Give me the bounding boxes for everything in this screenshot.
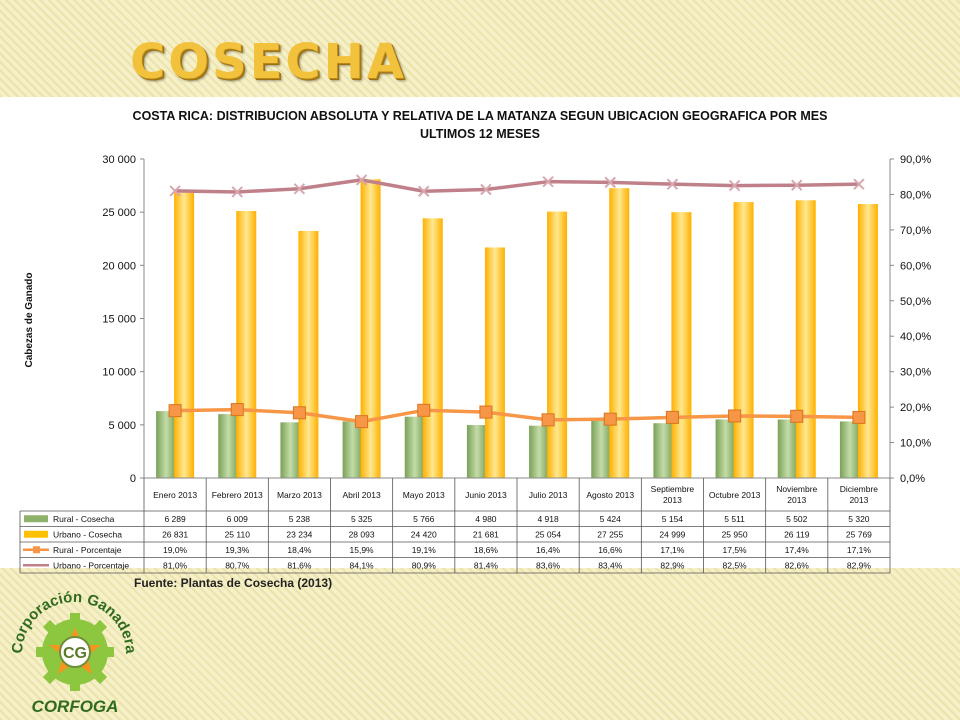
y-tick-label: 30 000 — [102, 154, 136, 166]
bar-rural-cosecha — [716, 419, 736, 478]
y2-tick-label: 10,0% — [900, 437, 932, 450]
table-header-cell: Junio 2013 — [465, 490, 507, 500]
table-cell: 17,1% — [660, 544, 685, 555]
bar-urbano-cosecha — [671, 212, 691, 478]
table-cell: 19,1% — [411, 544, 436, 555]
y2-tick-label: 60,0% — [900, 260, 932, 273]
source-note: Fuente: Plantas de Cosecha (2013) — [134, 576, 333, 590]
y-tick-label: 5 000 — [108, 419, 136, 432]
chart-title-line2: ULTIMOS 12 MESES — [420, 127, 540, 141]
y-tick-label: 0 — [129, 473, 136, 485]
bar-urbano-cosecha — [609, 188, 629, 478]
bar-rural-cosecha — [405, 417, 425, 478]
line-rural-porcentaje-marker — [666, 411, 678, 423]
table-cell: 6 009 — [226, 513, 248, 524]
line-rural-porcentaje-marker — [853, 411, 865, 423]
line-rural-porcentaje-marker — [480, 406, 492, 418]
table-header-line: Septiembre — [650, 484, 695, 494]
table-cell: 5 424 — [599, 513, 621, 524]
legend-label: Urbano - Porcentaje — [53, 560, 130, 571]
line-urbano-porcentaje — [175, 180, 859, 192]
table-cell: 27 255 — [597, 529, 624, 540]
y2-tick-label: 80,0% — [900, 189, 932, 202]
y-tick-label: 20 000 — [102, 260, 136, 273]
line-rural-porcentaje-marker — [604, 413, 616, 425]
table-cell: 84,1% — [349, 560, 374, 571]
table-header-cell — [651, 484, 695, 505]
chart-panel — [0, 97, 932, 571]
table-cell: 17,1% — [846, 544, 871, 555]
table-cell: 21 681 — [472, 529, 499, 540]
bar-urbano-cosecha — [734, 202, 754, 478]
bar-rural-cosecha — [653, 423, 673, 478]
bar-urbano-cosecha — [547, 212, 567, 478]
table-cell: 24 999 — [659, 529, 686, 540]
table-header-cell: Abril 2013 — [342, 490, 381, 500]
logo-text-bottom: CORFOGA — [31, 697, 119, 716]
y2-tick-label: 90,0% — [900, 154, 932, 166]
table-cell: 4 918 — [537, 513, 559, 524]
table-header-cell — [840, 484, 879, 505]
table-cell: 5 238 — [288, 513, 311, 524]
bar-urbano-cosecha — [361, 179, 381, 478]
y-tick-label: 25 000 — [102, 207, 136, 220]
chart — [0, 97, 932, 571]
table-header-cell: Agosto 2013 — [586, 490, 635, 500]
line-rural-porcentaje-marker — [729, 410, 741, 422]
y2-tick-label: 70,0% — [900, 224, 932, 237]
y2-tick-label: 50,0% — [900, 295, 932, 308]
table-cell: 5 502 — [786, 513, 808, 524]
y2-tick-label: 30,0% — [900, 366, 932, 379]
table-header-cell — [776, 484, 817, 505]
table-cell: 80,9% — [411, 560, 436, 571]
legend-label: Urbano - Cosecha — [53, 529, 122, 540]
table-header-cell: Octubre 2013 — [708, 490, 761, 500]
table-cell: 83,4% — [598, 560, 623, 571]
line-layer — [169, 175, 865, 428]
table-cell: 5 154 — [661, 513, 684, 524]
table-cell: 81,0% — [163, 560, 188, 571]
data-table — [20, 478, 890, 573]
legend-key — [24, 515, 48, 522]
table-cell: 19,3% — [225, 544, 250, 555]
table-cell: 82,9% — [660, 560, 685, 571]
table-cell: 82,6% — [784, 560, 809, 571]
y2-tick-label: 0,0% — [900, 473, 926, 485]
line-rural-porcentaje-marker — [542, 414, 554, 426]
legend-label: Rural - Porcentaje — [53, 544, 122, 555]
table-cell: 24 420 — [410, 529, 437, 540]
bar-rural-cosecha — [467, 425, 487, 478]
legend-label: Rural - Cosecha — [53, 513, 115, 524]
bar-rural-cosecha — [218, 414, 238, 478]
slide-title: COSECHA — [130, 34, 407, 90]
table-cell: 28 093 — [348, 529, 375, 540]
y2-tick-label: 20,0% — [900, 402, 932, 415]
table-cell: 18,4% — [287, 544, 312, 555]
table-header-line: Diciembre — [839, 484, 879, 494]
table-cell: 26 119 — [784, 529, 810, 540]
table-cell: 80,7% — [225, 560, 250, 571]
bar-urbano-cosecha — [174, 193, 194, 478]
line-rural-porcentaje-marker — [231, 404, 243, 416]
y-axis-label: Cabezas de Ganado — [24, 272, 35, 368]
table-cell: 25 054 — [535, 529, 562, 540]
table-header-line: 2013 — [662, 495, 682, 505]
bar-layer — [156, 179, 878, 478]
table-cell: 5 320 — [848, 513, 870, 524]
y-tick-label: 10 000 — [102, 366, 136, 379]
bar-rural-cosecha — [156, 411, 176, 478]
bar-urbano-cosecha — [796, 200, 816, 478]
legend-key — [24, 531, 48, 538]
bar-urbano-cosecha — [423, 218, 443, 478]
table-header-cell: Marzo 2013 — [276, 490, 322, 500]
bar-rural-cosecha — [778, 419, 798, 478]
bar-rural-cosecha — [591, 420, 611, 478]
logo-text-top: Corporación Ganadera — [8, 588, 140, 655]
table-cell: 83,6% — [536, 560, 561, 571]
line-rural-porcentaje-marker — [791, 410, 803, 422]
table-header-line: Noviembre — [776, 484, 818, 494]
bar-rural-cosecha — [840, 421, 860, 478]
table-cell: 5 325 — [350, 513, 373, 524]
table-cell: 5 766 — [413, 513, 435, 524]
table-cell: 16,6% — [598, 544, 623, 555]
table-header-cell: Febrero 2013 — [211, 490, 263, 500]
logo-monogram: CG — [63, 645, 87, 662]
bar-urbano-cosecha — [485, 247, 505, 478]
table-cell: 6 289 — [164, 513, 186, 524]
bar-urbano-cosecha — [298, 231, 318, 478]
table-cell: 15,9% — [349, 544, 374, 555]
table-cell: 23 234 — [286, 529, 313, 540]
table-cell: 81,4% — [473, 560, 498, 571]
table-header-cell: Enero 2013 — [153, 490, 198, 500]
table-header-cell: Mayo 2013 — [402, 490, 445, 500]
table-cell: 25 110 — [224, 529, 250, 540]
table-cell: 82,9% — [846, 560, 871, 571]
table-header-cell: Julio 2013 — [528, 490, 568, 500]
line-rural-porcentaje-marker — [356, 416, 368, 428]
line-rural-porcentaje-marker — [293, 407, 305, 419]
y2-tick-label: 40,0% — [900, 331, 932, 344]
table-cell: 25 769 — [845, 529, 872, 540]
table-cell: 19,0% — [163, 544, 188, 555]
table-cell: 25 950 — [721, 529, 748, 540]
line-rural-porcentaje-marker — [169, 405, 181, 417]
bar-urbano-cosecha — [858, 204, 878, 478]
gear-icon — [36, 613, 114, 691]
chart-title-line1: COSTA RICA: DISTRIBUCION ABSOLUTA Y RELATIVA DE LA MATANZA SEGUN UBICACION GEOGRAFICA POR MES — [132, 109, 828, 123]
line-rural-porcentaje — [175, 410, 859, 422]
table-cell: 16,4% — [536, 544, 561, 555]
bar-rural-cosecha — [280, 422, 300, 478]
table-cell: 82,5% — [722, 560, 747, 571]
table-header-line: 2013 — [787, 495, 807, 505]
bar-urbano-cosecha — [236, 211, 256, 478]
bar-rural-cosecha — [529, 426, 549, 478]
y-tick-label: 15 000 — [102, 313, 136, 326]
bar-rural-cosecha — [343, 421, 363, 478]
table-cell: 17,4% — [784, 544, 809, 555]
table-cell: 81,6% — [287, 560, 312, 571]
table-cell: 5 511 — [724, 513, 745, 524]
table-cell: 17,5% — [722, 544, 747, 555]
table-cell: 18,6% — [473, 544, 498, 555]
table-header-line: 2013 — [849, 495, 869, 505]
corfoga-logo — [4, 582, 146, 718]
legend-key-marker — [33, 546, 40, 553]
line-rural-porcentaje-marker — [418, 404, 430, 416]
table-cell: 26 831 — [162, 529, 189, 540]
table-cell: 4 980 — [475, 513, 497, 524]
